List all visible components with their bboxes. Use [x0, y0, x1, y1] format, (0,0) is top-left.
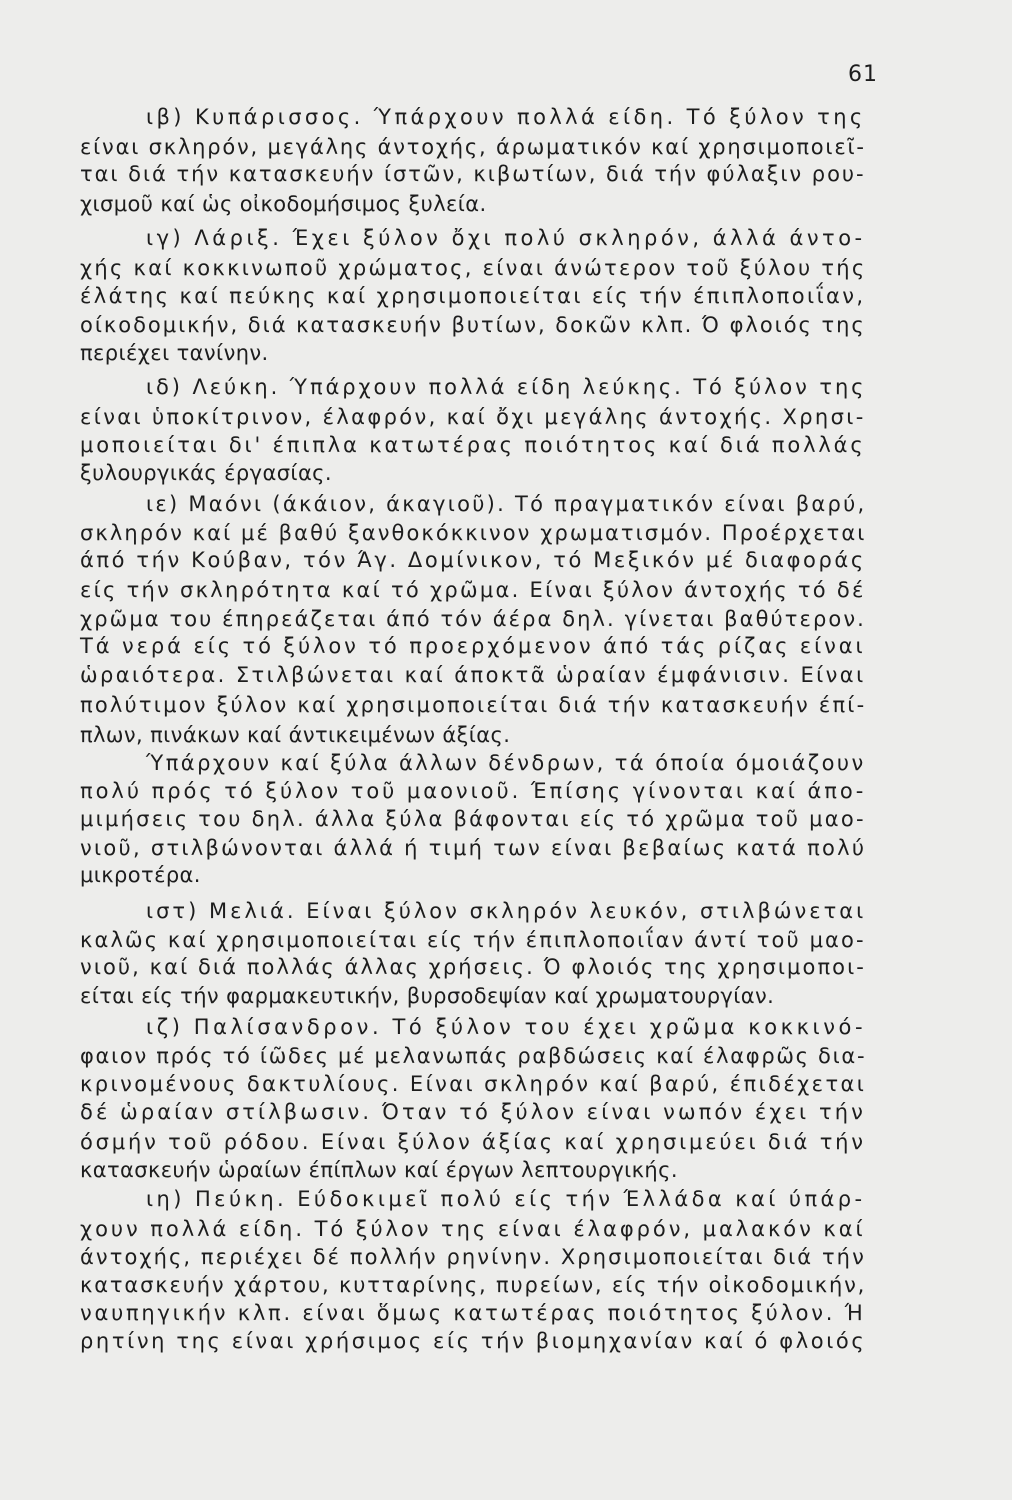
text-line: κατασκευήν ὡραίων έπίπλων καί έργων λεπτουργικής. [80, 1158, 678, 1182]
text-line: ιε) Μαόνι (άκάιον, άκαγιοῦ). Τό πραγματικόν είναι βαρύ, [146, 492, 867, 516]
text-line: ιδ) Λεύκη. Ύπάρχουν πολλά είδη λεύκης. Τό ξύλον της [146, 375, 867, 399]
text-line: δέ ὡραίαν στίλβωσιν. Όταν τό ξύλον είναι νωπόν έχει τήν [80, 1100, 866, 1124]
text-line: ται διά τήν κατασκευήν ίστῶν, κιβωτίων, διά τήν φύλαξιν ρου- [80, 162, 866, 186]
text-line: φαιον πρός τό ίῶδες μέ μελανωπάς ραβδώσεις καί έλαφρῶς δια- [80, 1044, 867, 1068]
text-line: χισμοῦ καί ὡς οἰκοδομήσιμος ξυλεία. [80, 192, 487, 216]
text-line: είς τήν σκληρότητα καί τό χρῶμα. Είναι ξύλον άντοχής τό δέ [80, 578, 866, 602]
text-line: ιστ) Μελιά. Είναι ξύλον σκληρόν λευκόν, στιλβώνεται [146, 899, 867, 923]
page-number: 61 [848, 62, 878, 87]
text-line: πολύτιμον ξύλον καί χρησιμοποιείται διά τήν κατασκευήν έπί- [80, 693, 867, 717]
text-line: νιοῦ, στιλβώνονται άλλά ή τιμή των είναι βεβαίως κατά πολύ [80, 836, 867, 860]
text-line: άντοχής, περιέχει δέ πολλήν ρηνίνην. Χρησιμοποιείται διά τήν [80, 1245, 866, 1269]
text-line: σκληρόν καί μέ βαθύ ξανθοκόκκινον χρωματισμόν. Προέρχεται [80, 521, 867, 545]
text-line: ρητίνη της είναι χρήσιμος είς τήν βιομηχανίαν καί ό φλοιός [80, 1329, 867, 1353]
text-line: χουν πολλά είδη. Τό ξύλον της είναι έλαφρόν, μαλακόν καί [80, 1217, 866, 1241]
text-line: ὡραιότερα. Στιλβώνεται καί άποκτᾶ ὡραίαν έμφάνισιν. Είναι [80, 663, 866, 687]
text-line: ιη) Πεύκη. Εύδοκιμεῖ πολύ είς τήν Έλλάδα καί ύπάρ- [146, 1187, 866, 1211]
text-line: μοποιείται δι' έπιπλα κατωτέρας ποιότητος καί διά πολλάς [80, 433, 866, 457]
text-line: νιοῦ, καί διά πολλάς άλλας χρήσεις. Ό φλοιός της χρησιμοποι- [80, 955, 866, 979]
text-line: πολύ πρός τό ξύλον τοῦ μαονιοῦ. Έπίσης γίνονται καί άπο- [80, 779, 867, 803]
text-line: άπό τήν Κούβαν, τόν Άγ. Δομίνικον, τό Μεξικόν μέ διαφοράς [80, 548, 866, 572]
text-line: ξυλουργικάς έργασίας. [80, 461, 332, 485]
text-line: είναι σκληρόν, μεγάλης άντοχής, άρωματικόν καί χρησιμοποιεῖ- [80, 135, 866, 159]
text-line: όσμήν τοῦ ρόδου. Είναι ξύλον άξίας καί χρησιμεύει διά τήν [80, 1130, 866, 1154]
text-line: ιβ) Κυπάρισσος. Ύπάρχουν πολλά είδη. Τό ξύλον της [146, 105, 866, 129]
text-line: ναυπηγικήν κλπ. είναι ὅμως κατωτέρας ποιότητος ξύλον. Ή [80, 1301, 866, 1325]
text-line: περιέχει τανίνην. [80, 341, 269, 365]
text-line: μιμήσεις του δηλ. άλλα ξύλα βάφονται είς τό χρῶμα τοῦ μαο- [80, 807, 866, 831]
text-line: κατασκευήν χάρτου, κυτταρίνης, πυρείων, είς τήν οἰκοδομικήν, [80, 1273, 867, 1297]
text-line: καλῶς καί χρησιμοποιείται είς τήν έπιπλοποιΐαν άντί τοῦ μαο- [80, 928, 866, 952]
text-line: πλων, πινάκων καί άντικειμένων άξίας. [80, 723, 511, 747]
text-line: Τά νερά είς τό ξύλον τό προερχόμενον άπό τάς ρίζας είναι [80, 634, 866, 658]
text-line: ιγ) Λάριξ. Έχει ξύλον ὄχι πολύ σκληρόν, άλλά άντο- [146, 226, 866, 250]
text-line: Ύπάρχουν καί ξύλα άλλων δένδρων, τά όποία όμοιάζουν [146, 751, 866, 775]
text-line: χρῶμα του έπηρεάζεται άπό τόν άέρα δηλ. γίνεται βαθύτερον. [80, 607, 866, 631]
text-line: είναι ὑποκίτρινον, έλαφρόν, καί ὄχι μεγάλης άντοχής. Χρησι- [80, 405, 866, 429]
text-line: μικροτέρα. [80, 863, 201, 887]
text-line: ιζ) Παλίσανδρον. Τό ξύλον του έχει χρῶμα κοκκινό- [146, 1015, 867, 1039]
text-line: χής καί κοκκινωποῦ χρώματος, είναι άνώτερον τοῦ ξύλου τής [80, 256, 867, 280]
text-line: κρινομένους δακτυλίους. Είναι σκληρόν καί βαρύ, έπιδέχεται [80, 1072, 867, 1096]
text-line: οίκοδομικήν, διά κατασκευήν βυτίων, δοκῶν κλπ. Ό φλοιός της [80, 313, 866, 337]
text-line: έλάτης καί πεύκης καί χρησιμοποιείται είς τήν έπιπλοποιΐαν, [80, 284, 866, 308]
text-line: είται είς τήν φαρμακευτικήν, βυρσοδεψίαν καί χρωματουργίαν. [80, 984, 775, 1008]
